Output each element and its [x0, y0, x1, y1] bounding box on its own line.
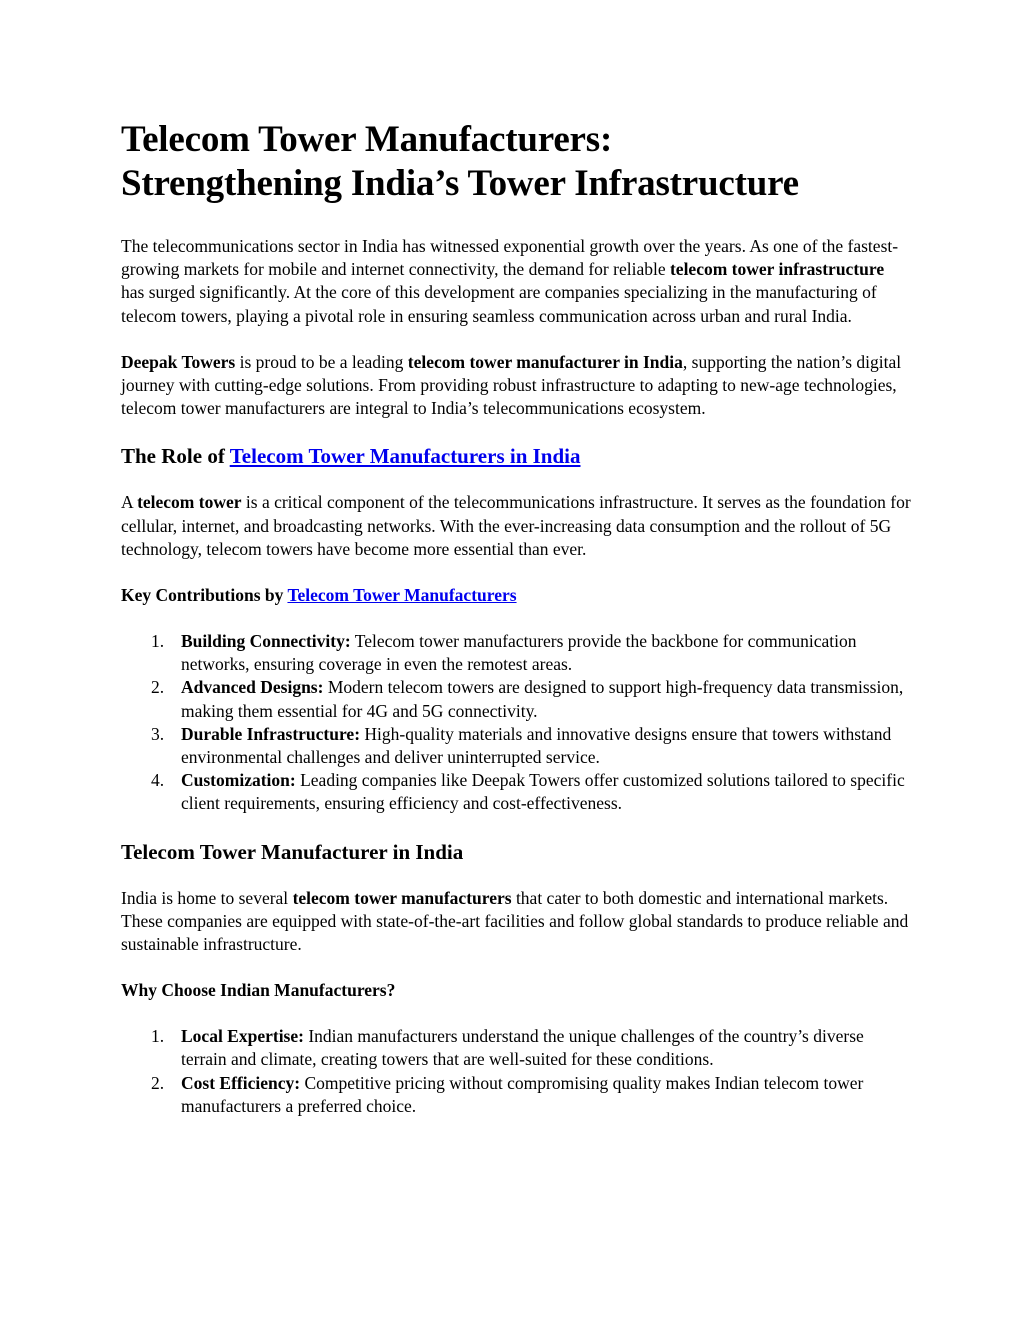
list-number: 3. — [151, 723, 165, 744]
list-item-title: Local Expertise: — [181, 1026, 304, 1047]
contributions-heading — [121, 584, 911, 607]
list-item-text: Competitive pricing without compromising quality makes Indian telecom tower manufacturers a preferred choice. — [181, 1072, 864, 1116]
role-heading — [121, 443, 911, 469]
list-item-title: Customization: — [181, 770, 296, 791]
list-item-text: Indian manufacturers understand the unique challenges of the country’s diverse terrain and climate, creating towers that are well-suited for these conditions. — [181, 1026, 864, 1070]
why-list — [121, 1025, 911, 1118]
india-text: that cater to both domestic and international markets. These companies are equipped with state-of-the-art facilities and follow global standards to produce reliable and sustainable infrastructure. — [121, 887, 909, 955]
list-item-text: High-quality materials and innovative designs ensure that towers withstand environmental challenges and deliver uninterrupted service. — [181, 723, 892, 768]
intro-paragraph-2 — [121, 351, 911, 421]
list-item — [121, 1072, 911, 1118]
list-item-text: Leading companies like Deepak Towers offer customized solutions tailored to specific client requirements, ensuring efficiency and cost-effectiveness. — [181, 770, 905, 814]
role-heading-prefix: The Role of — [121, 444, 230, 469]
list-item — [121, 676, 911, 722]
intro-text: is proud to be a leading — [235, 351, 408, 372]
document-page — [121, 118, 911, 1141]
contributions-list — [121, 630, 911, 816]
india-text: India is home to several — [121, 887, 293, 908]
india-paragraph — [121, 887, 911, 957]
list-item-text: Telecom tower manufacturers provide the backbone for communication networks, ensuring coverage in even the remotest areas. — [181, 631, 857, 675]
list-item — [121, 630, 911, 676]
india-heading: Telecom Tower Manufacturer in India — [121, 839, 464, 864]
page-title — [121, 118, 911, 206]
intro-text: The telecommunications sector in India has witnessed exponential growth over the years. As one of the fastest-growing markets for mobile and internet connectivity, the demand for reliable — [121, 236, 899, 280]
page-title-line2: Strengthening India’s Tower Infrastructure — [121, 163, 799, 204]
page-title-line1: Telecom Tower Manufacturers: — [121, 119, 613, 160]
intro-text: , supporting the nation’s digital journey with cutting-edge solutions. From providing robust infrastructure to adapting to new-age technologies, telecom tower manufacturers are integral to India’s telecommunications ecosystem. — [121, 351, 902, 419]
intro-text: has surged significantly. At the core of this development are companies specializing in the manufacturing of telecom towers, playing a pivotal role in ensuring seamless communication across urban and rural India. — [121, 282, 877, 326]
company-name: Deepak Towers — [121, 351, 236, 372]
role-text: A — [121, 492, 138, 513]
list-item-title: Building Connectivity: — [181, 631, 351, 652]
intro-bold-term: telecom tower manufacturer in India — [407, 351, 683, 372]
role-bold-term: telecom tower — [137, 492, 242, 513]
intro-bold-term: telecom tower infrastructure — [669, 259, 885, 280]
intro-paragraph-1 — [121, 235, 911, 328]
role-text: is a critical component of the telecommunications infrastructure. It serves as the foundation for cellular, internet, and broadcasting networks. With the ever-increasing data consumption and the rollout of 5G technology, telecom towers have become more essential than ever. — [121, 492, 911, 559]
list-item-title: Cost Efficiency: — [181, 1072, 301, 1093]
list-number: 4. — [151, 770, 165, 791]
list-item — [121, 769, 911, 815]
contributions-heading-link[interactable]: Telecom Tower Manufacturers — [287, 585, 517, 606]
role-heading-link[interactable]: Telecom Tower Manufacturers in India — [229, 444, 581, 469]
list-number: 2. — [151, 1072, 165, 1093]
list-item-title: Durable Infrastructure: — [181, 723, 361, 744]
list-item — [121, 723, 911, 769]
contributions-heading-prefix: Key Contributions by — [121, 585, 288, 606]
list-number: 1. — [151, 1026, 165, 1047]
role-paragraph — [121, 491, 911, 561]
list-item-text: Modern telecom towers are designed to support high-frequency data transmission, making them essential for 4G and 5G connectivity. — [181, 677, 904, 721]
list-number: 2. — [151, 677, 165, 698]
list-item — [121, 1025, 911, 1071]
india-bold-term: telecom tower manufacturers — [292, 887, 512, 908]
list-number: 1. — [151, 631, 165, 652]
list-item-title: Advanced Designs: — [181, 677, 324, 698]
why-heading: Why Choose Indian Manufacturers? — [121, 980, 396, 1001]
